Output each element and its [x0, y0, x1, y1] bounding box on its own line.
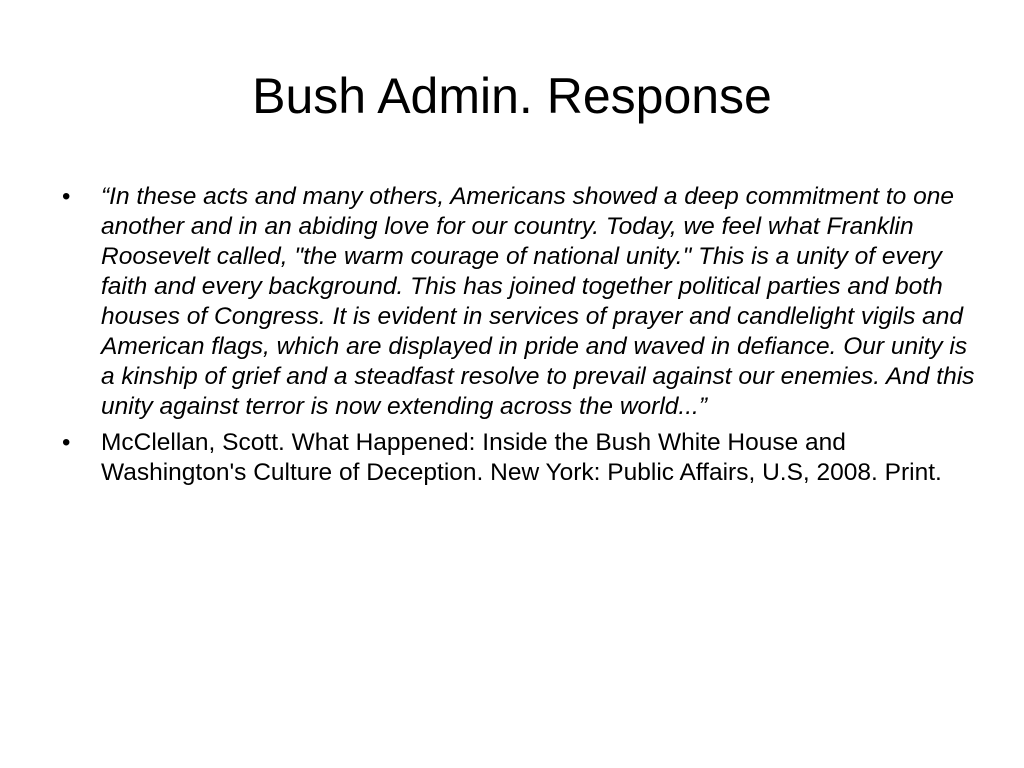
bullet-list: [62, 182, 977, 494]
bullet-marker: •: [62, 183, 71, 210]
slide-title: Bush Admin. Response: [252, 68, 772, 124]
bullet-marker: •: [62, 429, 71, 456]
quote-text: “In these acts and many others, Americans showed a deep commitment to one another and in an abiding love for our country. Today, we feel what Franklin Roosevelt called, "the warm courage of national unity." This is a unity of every faith and every background. This has joined together political parties and both houses of Congress. It is evident in services of prayer and candlelight vigils and American flags, which are displayed in pride and waved in defiance. Our unity is a kinship of grief and a steadfast resolve to prevail against our enemies. And this unity against terror is now extending across the world...”: [101, 183, 975, 420]
citation-text: McClellan, Scott. What Happened: Inside the Bush White House and Washington's Culture of Deception. New York: Public Affairs, U.S, 2008. Print.: [101, 429, 942, 486]
bullet-quote: [62, 182, 977, 422]
bullet-citation: [62, 428, 977, 488]
